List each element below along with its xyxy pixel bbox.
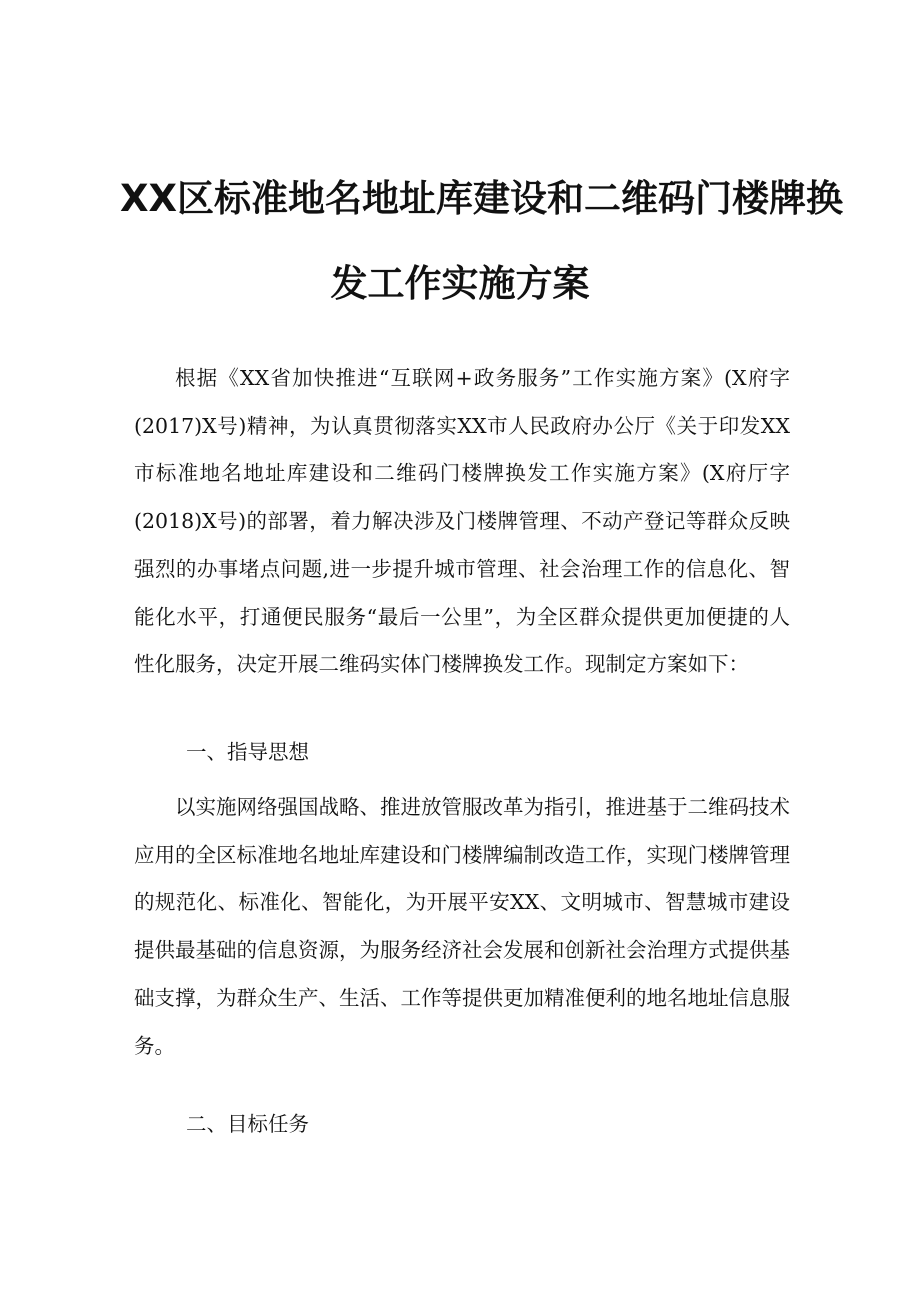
document-title-line-2: 发工作实施方案 [330,262,590,305]
section-heading-guiding-ideology: 一、指导思想 [186,740,309,764]
section-heading-targets-tasks: 二、目标任务 [186,1112,309,1136]
intro-paragraph: 根据《XX省加快推进“互联网+政务服务”工作实施方案》(X府字(2017)X号)精神，为认真贯彻落实XX市人民政府办公厅《关于印发XX市标准地名地址库建设和二维码门楼牌换发工作实施方案》(X府厅字(2018)X号)的部署，着力解决涉及门楼牌管理、不动产登记等群众反映强烈的办事堵点问题,进一步提升城市管理、社会治理工作的信息化、智能化水平，打通便民服务“最后一公里”，为全区群众提供更加便捷的人性化服务，决定开展二维码实体门楼牌换发工作。现制定方案如下： [134,366,790,677]
guiding-ideology-paragraph: 以实施网络强国战略、推进放管服改革为指引，推进基于二维码技术应用的全区标准地名地址库建设和门楼牌编制改造工作，实现门楼牌管理的规范化、标准化、智能化，为开展平安XX、文明城市、智慧城市建设提供最基础的信息资源，为服务经济社会发展和创新社会治理方式提供基础支撑，为群众生产、生活、工作等提供更加精准便利的地名地址信息服务。 [134,795,790,1058]
document-title-line-1: XX区标准地名地址库建设和二维码门楼牌换 [120,177,844,220]
